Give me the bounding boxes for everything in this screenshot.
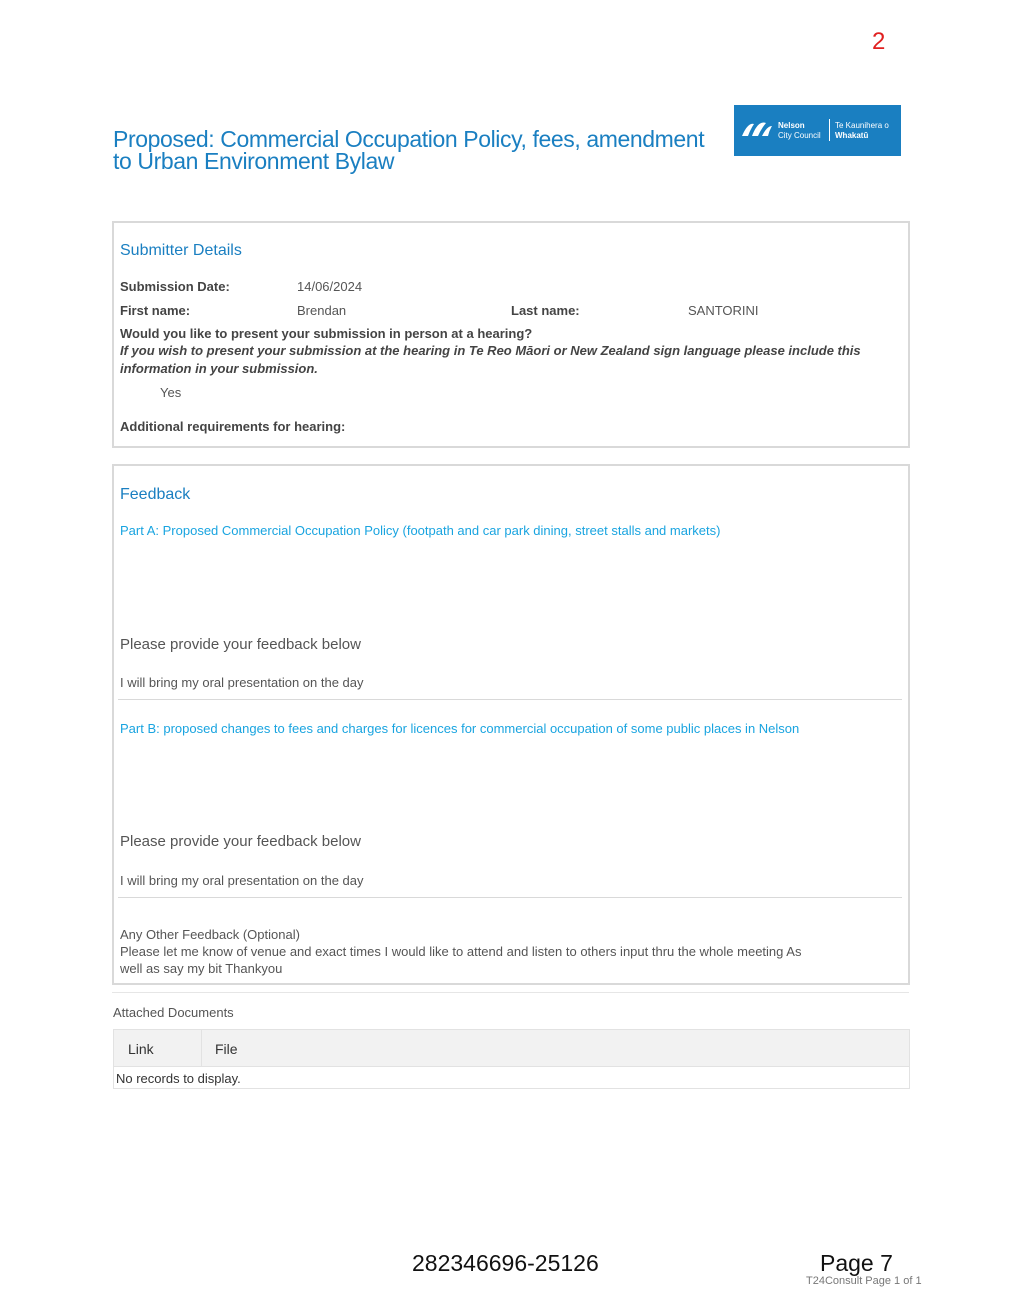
council-logo [734, 105, 901, 156]
submission-date-value: 14/06/2024 [297, 279, 363, 294]
part-a-prompt: Please provide your feedback below [120, 636, 361, 653]
other-feedback-line1: Please let me know of venue and exact times I would like to attend and listen to others input thru the whole meeting As [120, 944, 802, 959]
other-feedback-label: Any Other Feedback (Optional) [120, 927, 300, 942]
other-feedback-line2: well as say my bit Thankyou [120, 961, 283, 976]
logo-line2: City Council [778, 131, 821, 140]
part-a-answer: I will bring my oral presentation on the day [120, 675, 364, 690]
logo-line4: Whakatū [835, 131, 869, 140]
submitter-details-heading: Submitter Details [120, 242, 242, 259]
hearing-note: If you wish to present your submission at the hearing in Te Reo Māori or New Zealand sign language please include this information in your submission. [120, 343, 861, 376]
council-logo-icon [740, 114, 774, 144]
feedback-heading: Feedback [120, 486, 191, 503]
no-records-message: No records to display. [116, 1071, 241, 1086]
logo-divider [829, 119, 830, 141]
logo-line1: Nelson [778, 121, 805, 130]
hearing-question: Would you like to present your submission in person at a hearing? [120, 326, 533, 341]
document-id: 282346696-25126 [412, 1250, 599, 1276]
additional-requirements-label: Additional requirements for hearing: [120, 419, 346, 434]
first-name-value: Brendan [297, 303, 347, 318]
attached-documents-label: Attached Documents [113, 1005, 234, 1020]
attachments-divider [112, 992, 909, 993]
page-marker: 2 [872, 28, 886, 55]
logo-text-english [778, 121, 821, 141]
first-name-label: First name: [120, 303, 191, 318]
submission-date-label: Submission Date: [120, 279, 230, 294]
last-name-label: Last name: [511, 303, 580, 318]
column-separator [201, 1030, 202, 1066]
page-title: Proposed: Commercial Occupation Policy, fees, amendment to Urban Environment Bylaw [113, 126, 705, 174]
last-name-value: SANTORINI [688, 303, 759, 318]
logo-line3: Te Kaunihera o [835, 121, 889, 130]
page-number: Page 7 [820, 1250, 893, 1276]
part-b-prompt: Please provide your feedback below [120, 833, 361, 850]
footer-note: T24Consult Page 1 of 1 [806, 1275, 922, 1287]
hearing-answer: Yes [160, 385, 182, 400]
column-header-file[interactable]: File [215, 1041, 238, 1057]
attachments-table-header [114, 1030, 909, 1067]
part-a-divider [118, 699, 902, 700]
column-header-link[interactable]: Link [128, 1041, 154, 1057]
attachments-table [113, 1029, 910, 1089]
part-b-divider [118, 897, 902, 898]
part-a-heading: Part A: Proposed Commercial Occupation Policy (footpath and car park dining, street stalls and markets) [120, 523, 721, 538]
part-b-heading: Part B: proposed changes to fees and charges for licences for commercial occupation of some public places in Nelson [120, 721, 800, 736]
part-b-answer: I will bring my oral presentation on the day [120, 873, 364, 888]
logo-text-maori [835, 121, 889, 141]
